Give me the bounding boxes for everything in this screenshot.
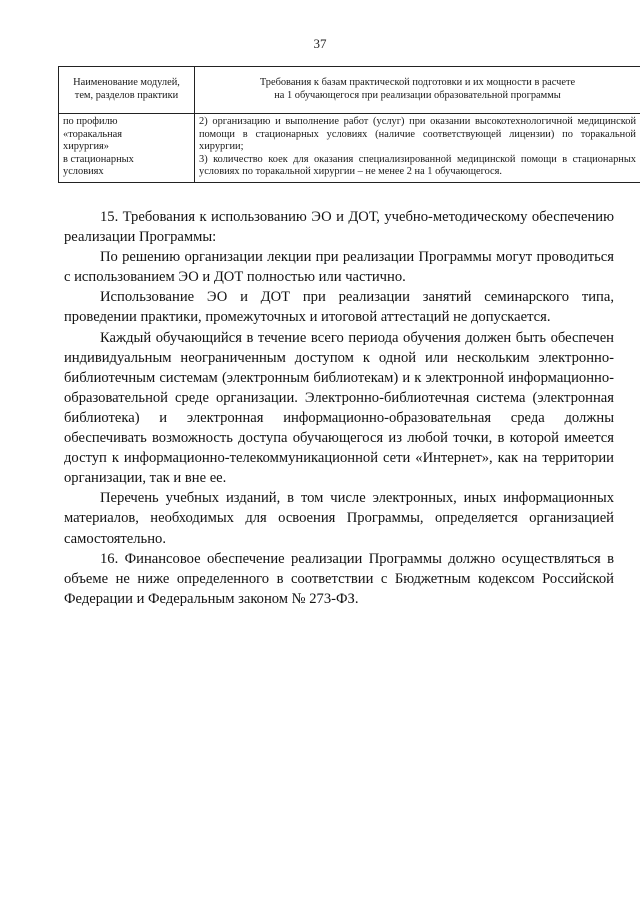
profile-line: хирургия» <box>63 141 110 153</box>
profile-line: условиях <box>63 166 104 178</box>
profile-line: «торакальная <box>63 128 123 140</box>
requirement-item: 3) количество коек для оказания специализированной медицинской помощи в стационарных условиях по торакальной хирургии – не менее 2 на 1 обучающегося. <box>199 153 636 178</box>
document-body <box>64 207 614 609</box>
table-cell-profile <box>59 114 195 183</box>
table-row <box>59 114 640 183</box>
paragraph-access: Каждый обучающийся в течение всего периода обучения должен быть обеспечен индивидуальным неограниченным доступом к одной или нескольким электронно-библиотечным системам (электронным библиотекам) и к электронной информационно-образовательной среде организации. Электронно-библиотечная система (электронная библиотека) и электронная информационно-образовательная среда должны обеспечивать возможность доступа обучающегося из любой точки, в которой имеется доступ к информационно-телекоммуникационной сети «Интернет», как на территории организации, так и вне ее. <box>64 329 614 487</box>
paragraph-15-heading: 15. Требования к использованию ЭО и ДОТ, учебно-методическому обеспечению реализации Программы: <box>64 209 614 246</box>
paragraph-seminars: Использование ЭО и ДОТ при реализации занятий семинарского типа, проведении практики, промежуточных и итоговой аттестаций не допускается. <box>64 289 614 326</box>
page-number: 37 <box>313 36 327 51</box>
table-header-requirements-line2: на 1 обучающегося при реализации образовательной программы <box>274 90 561 101</box>
paragraph-lectures: По решению организации лекции при реализации Программы могут проводиться с использованием ЭО и ДОТ полностью или частично. <box>64 249 614 286</box>
table-header-modules: Наименование модулей, тем, разделов практики <box>59 67 195 114</box>
table-header-requirements-line1: Требования к базам практической подготовки и их мощности в расчете <box>259 77 576 89</box>
table-header-requirements <box>195 67 640 114</box>
paragraph-16-financing: 16. Финансовое обеспечение реализации Программы должно осуществляться в объеме не ниже определенного в соответствии с Бюджетным кодексом Российской Федерации и Федеральным законом № 273-ФЗ. <box>64 550 614 607</box>
requirements-table <box>58 66 640 183</box>
table-cell-requirements <box>195 114 640 183</box>
requirement-item: 2) организацию и выполнение работ (услуг) при оказании высокотехнологичной медицинской помощи в стационарных условиях (наличие соответствующей лицензии) по торакальной хирургии; <box>199 116 636 153</box>
paragraph-publications: Перечень учебных изданий, в том числе электронных, иных информационных материалов, необходимых для освоения Программы, определяется организацией самостоятельно. <box>64 490 614 547</box>
profile-line: по профилю <box>63 116 118 127</box>
profile-line: в стационарных <box>63 153 134 165</box>
table-header-row <box>59 67 640 114</box>
